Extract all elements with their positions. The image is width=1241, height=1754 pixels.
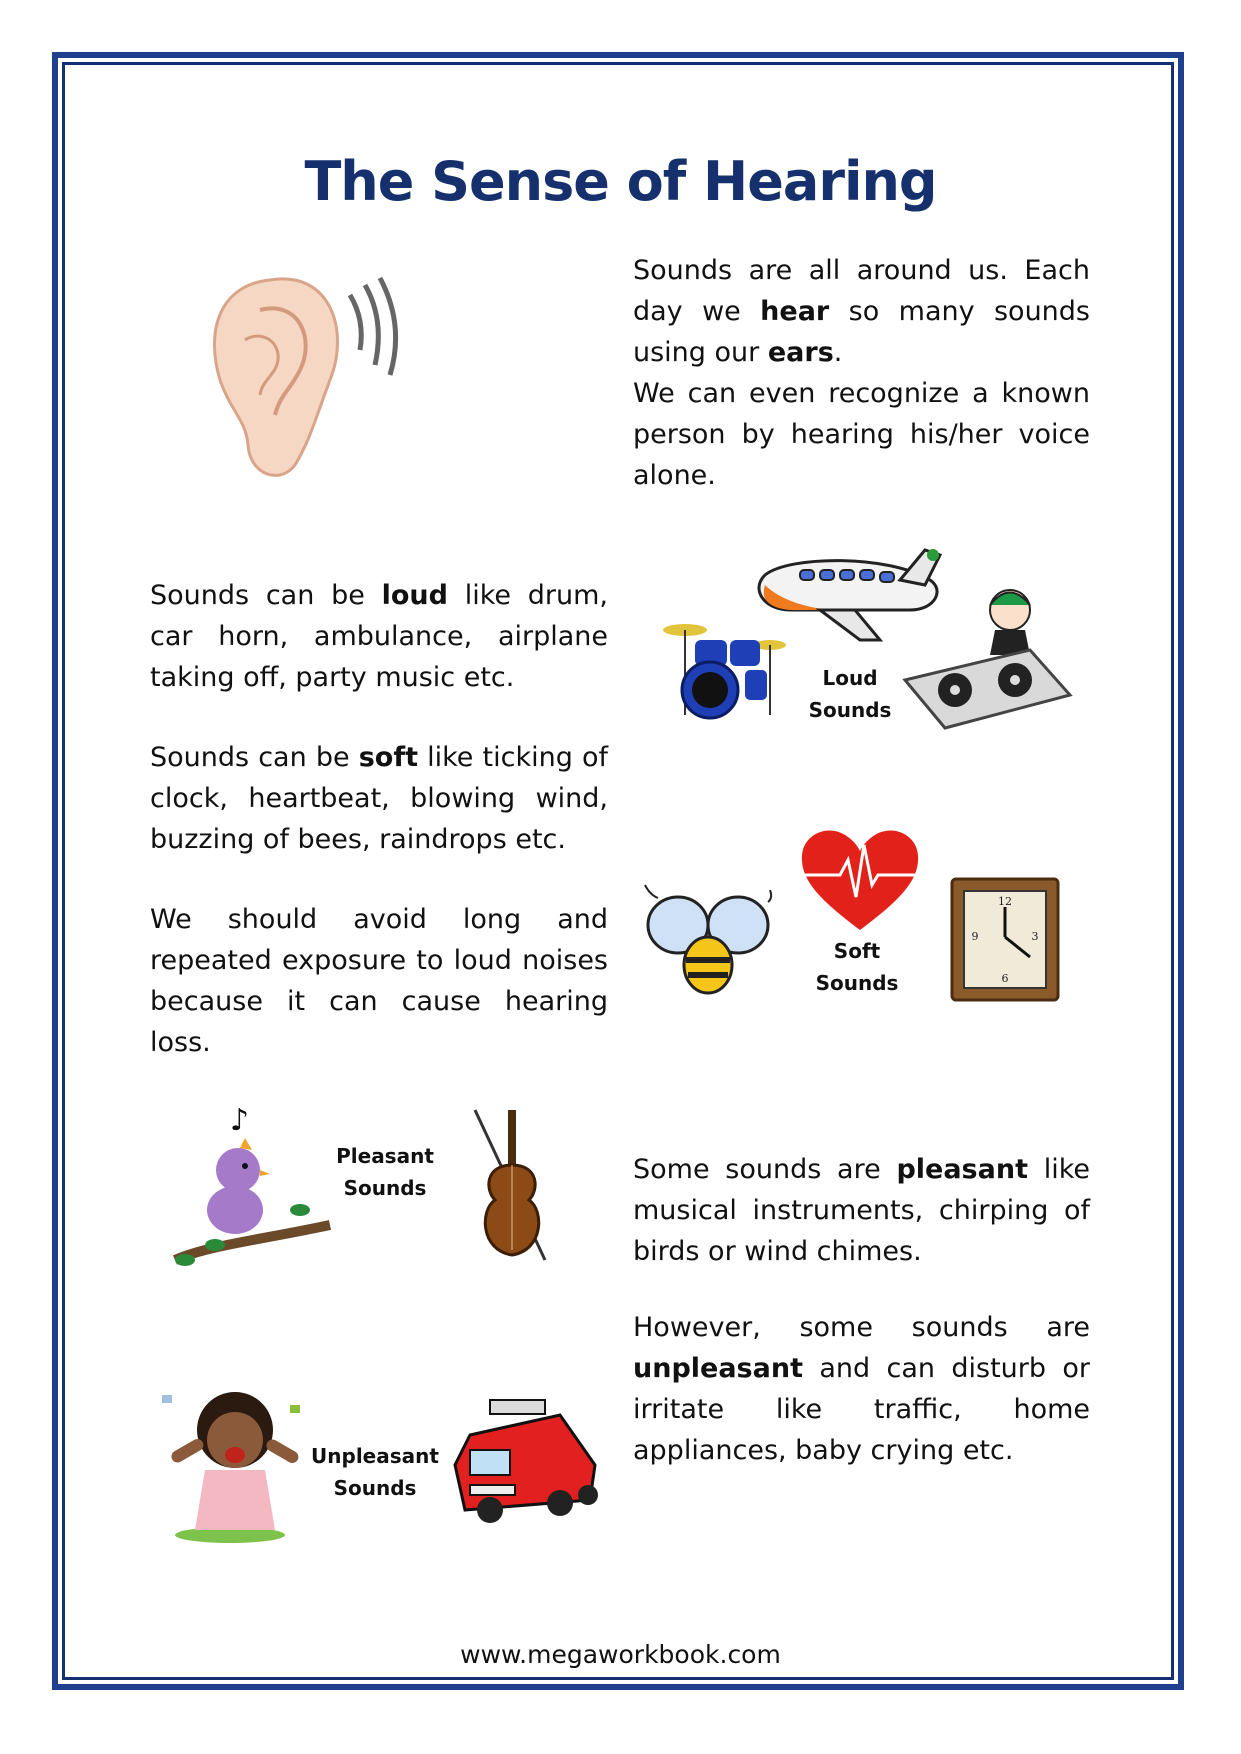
svg-text:12: 12	[998, 895, 1012, 908]
svg-text:♪: ♪	[230, 1103, 250, 1138]
loud-caption: Loud Sounds	[808, 666, 892, 722]
unpleasant-caption: Unpleasant Sounds	[311, 1444, 439, 1500]
svg-text:3: 3	[1031, 930, 1039, 943]
ear-icon	[200, 270, 410, 480]
svg-text:6: 6	[1001, 972, 1009, 985]
crying-baby-icon	[150, 1385, 310, 1545]
bird-icon	[170, 1103, 335, 1275]
svg-text:9: 9	[971, 930, 979, 943]
warning-text: We should avoid long and repeated exposure to loud noises because it can cause hearing loss.	[150, 904, 608, 1058]
dj-turntable-icon	[900, 580, 1080, 735]
loud-text: Sounds can be loud like drum, car horn, ambulance, airplane taking off, party music etc.	[150, 580, 608, 693]
page-title: The Sense of Hearing	[304, 150, 937, 213]
clock-icon	[950, 877, 1060, 1002]
pleasant-text: Some sounds are pleasant like musical instruments, chirping of birds or wind chimes.	[633, 1154, 1090, 1267]
violin-icon	[470, 1105, 550, 1265]
soft-text: Sounds can be soft like ticking of clock, heartbeat, blowing wind, buzzing of bees, raindrops etc.	[150, 742, 608, 855]
footer-url: www.megaworkbook.com	[460, 1640, 781, 1669]
pleasant-caption: Pleasant Sounds	[336, 1144, 434, 1200]
soft-caption: Soft Sounds	[815, 939, 899, 995]
heart-icon	[800, 825, 920, 935]
intro-text: Sounds are all around us. Each day we hear so many sounds using our ears. We can even recognize a known person by hearing his/her voice alone.	[633, 255, 1090, 491]
fire-truck-icon	[450, 1395, 605, 1525]
bee-icon	[640, 880, 780, 1000]
unpleasant-text: However, some sounds are unpleasant and can disturb or irritate like traffic, home appliances, baby crying etc.	[633, 1312, 1090, 1466]
